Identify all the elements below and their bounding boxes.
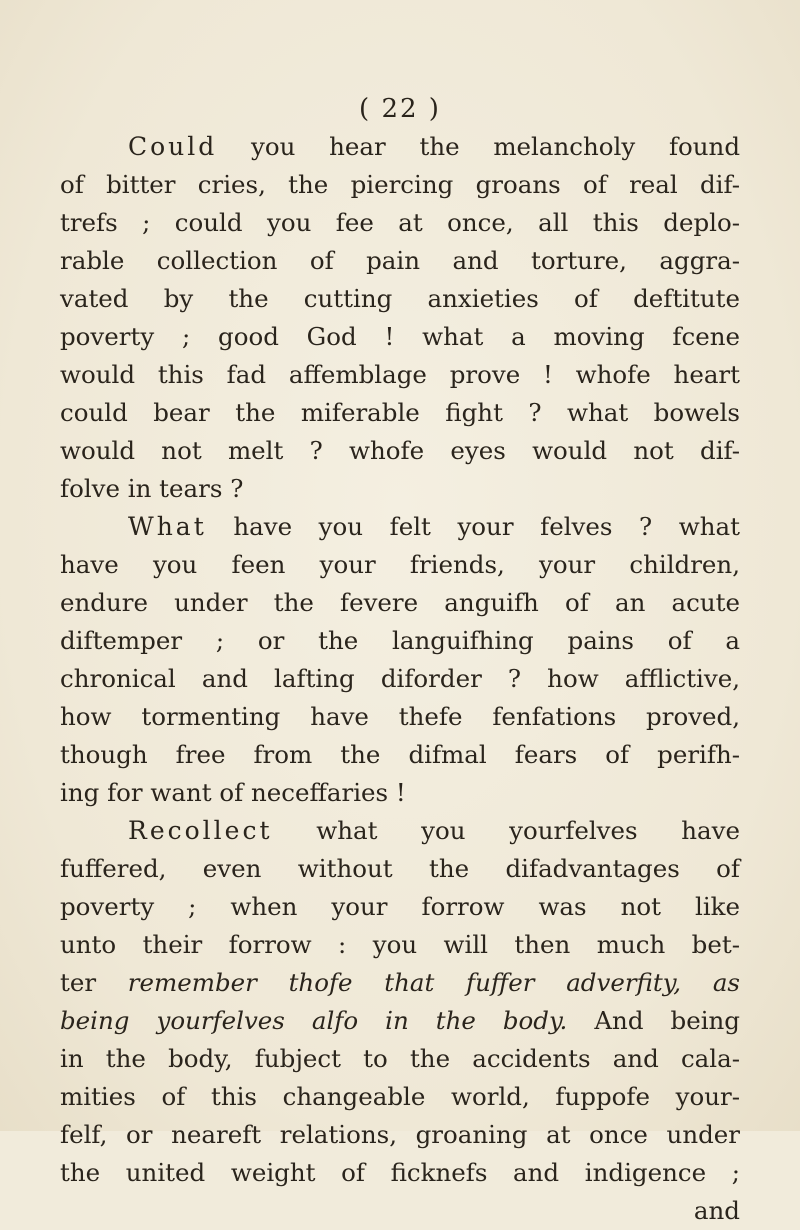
paragraph-2-lead: What [128, 512, 207, 541]
paragraph-2-line-7: though free from the difmal fears of perifh- [60, 740, 740, 769]
paragraph-3-line-8: mities of this changeable world, fuppofe your- [60, 1082, 740, 1111]
paragraph-1-lead: Could [128, 132, 218, 161]
paragraph-2-line-5: chronical and lafting diforder ? how afflictive, [60, 664, 740, 693]
paragraph-3-line-2: fuffered, even without the difadvantages of [60, 854, 740, 883]
body-text [60, 128, 740, 1230]
paragraph-1-line-10: folve in tears ? [60, 474, 244, 503]
paragraph-1-line-5: vated by the cutting anxieties of deftitute [60, 284, 740, 313]
catchword: and [693, 1196, 740, 1225]
paragraph-1-line-6: poverty ; good God ! what a moving fcene [60, 322, 740, 351]
paragraph-1-line-9: would not melt ? whofe eyes would not dif- [60, 436, 740, 465]
paragraph-3-line-4: unto their forrow : you will then much bet- [60, 930, 740, 959]
paragraph-2-line-2: have you feen your friends, your children, [60, 550, 740, 579]
paragraph-1-line-1: Could you hear the melancholy found [128, 132, 740, 161]
paragraph-1-line-7: would this fad affemblage prove ! whofe heart [60, 360, 740, 389]
paragraph-3-line-5: ter remember thofe that fuffer adverfity, as [60, 968, 740, 997]
paragraph-3-line-3: poverty ; when your forrow was not like [60, 892, 740, 921]
italic-quotation-part-1: remember thofe that fuffer adverfity, as [127, 968, 740, 997]
paragraph-2-line-4: diftemper ; or the languifhing pains of a [60, 626, 740, 655]
paragraph-2-line-1: What have you felt your felves ? what [128, 512, 740, 541]
paragraph-3-line-7: in the body, fubject to the accidents and cala- [60, 1044, 740, 1073]
paragraph-1-line-8: could bear the miferable fight ? what bowels [60, 398, 740, 427]
paragraph-1-line-2: of bitter cries, the piercing groans of real dif- [60, 170, 740, 199]
page-number: ( 22 ) [359, 94, 441, 124]
paragraph-3-line-10: the united weight of ficknefs and indigence ; [60, 1158, 740, 1187]
paragraph-3-line-9: felf, or neareft relations, groaning at once under [60, 1120, 740, 1149]
paragraph-3-line-6: being yourfelves alfo in the body. And being [60, 1006, 740, 1035]
paragraph-1-line-4: rable collection of pain and torture, aggra- [60, 246, 740, 275]
paragraph-3-line-1: Recollect what you yourfelves have [128, 816, 740, 845]
paragraph-1-line-3: trefs ; could you fee at once, all this deplo- [60, 208, 740, 237]
paragraph-2-line-6: how tormenting have thefe fenfations proved, [60, 702, 740, 731]
italic-quotation-part-2: being yourfelves alfo in the body. [60, 1006, 568, 1035]
paragraph-2-line-3: endure under the fevere anguifh of an acute [60, 588, 740, 617]
paragraph-3-lead: Recollect [128, 816, 273, 845]
paragraph-2-line-8: ing for want of neceffaries ! [60, 778, 406, 807]
